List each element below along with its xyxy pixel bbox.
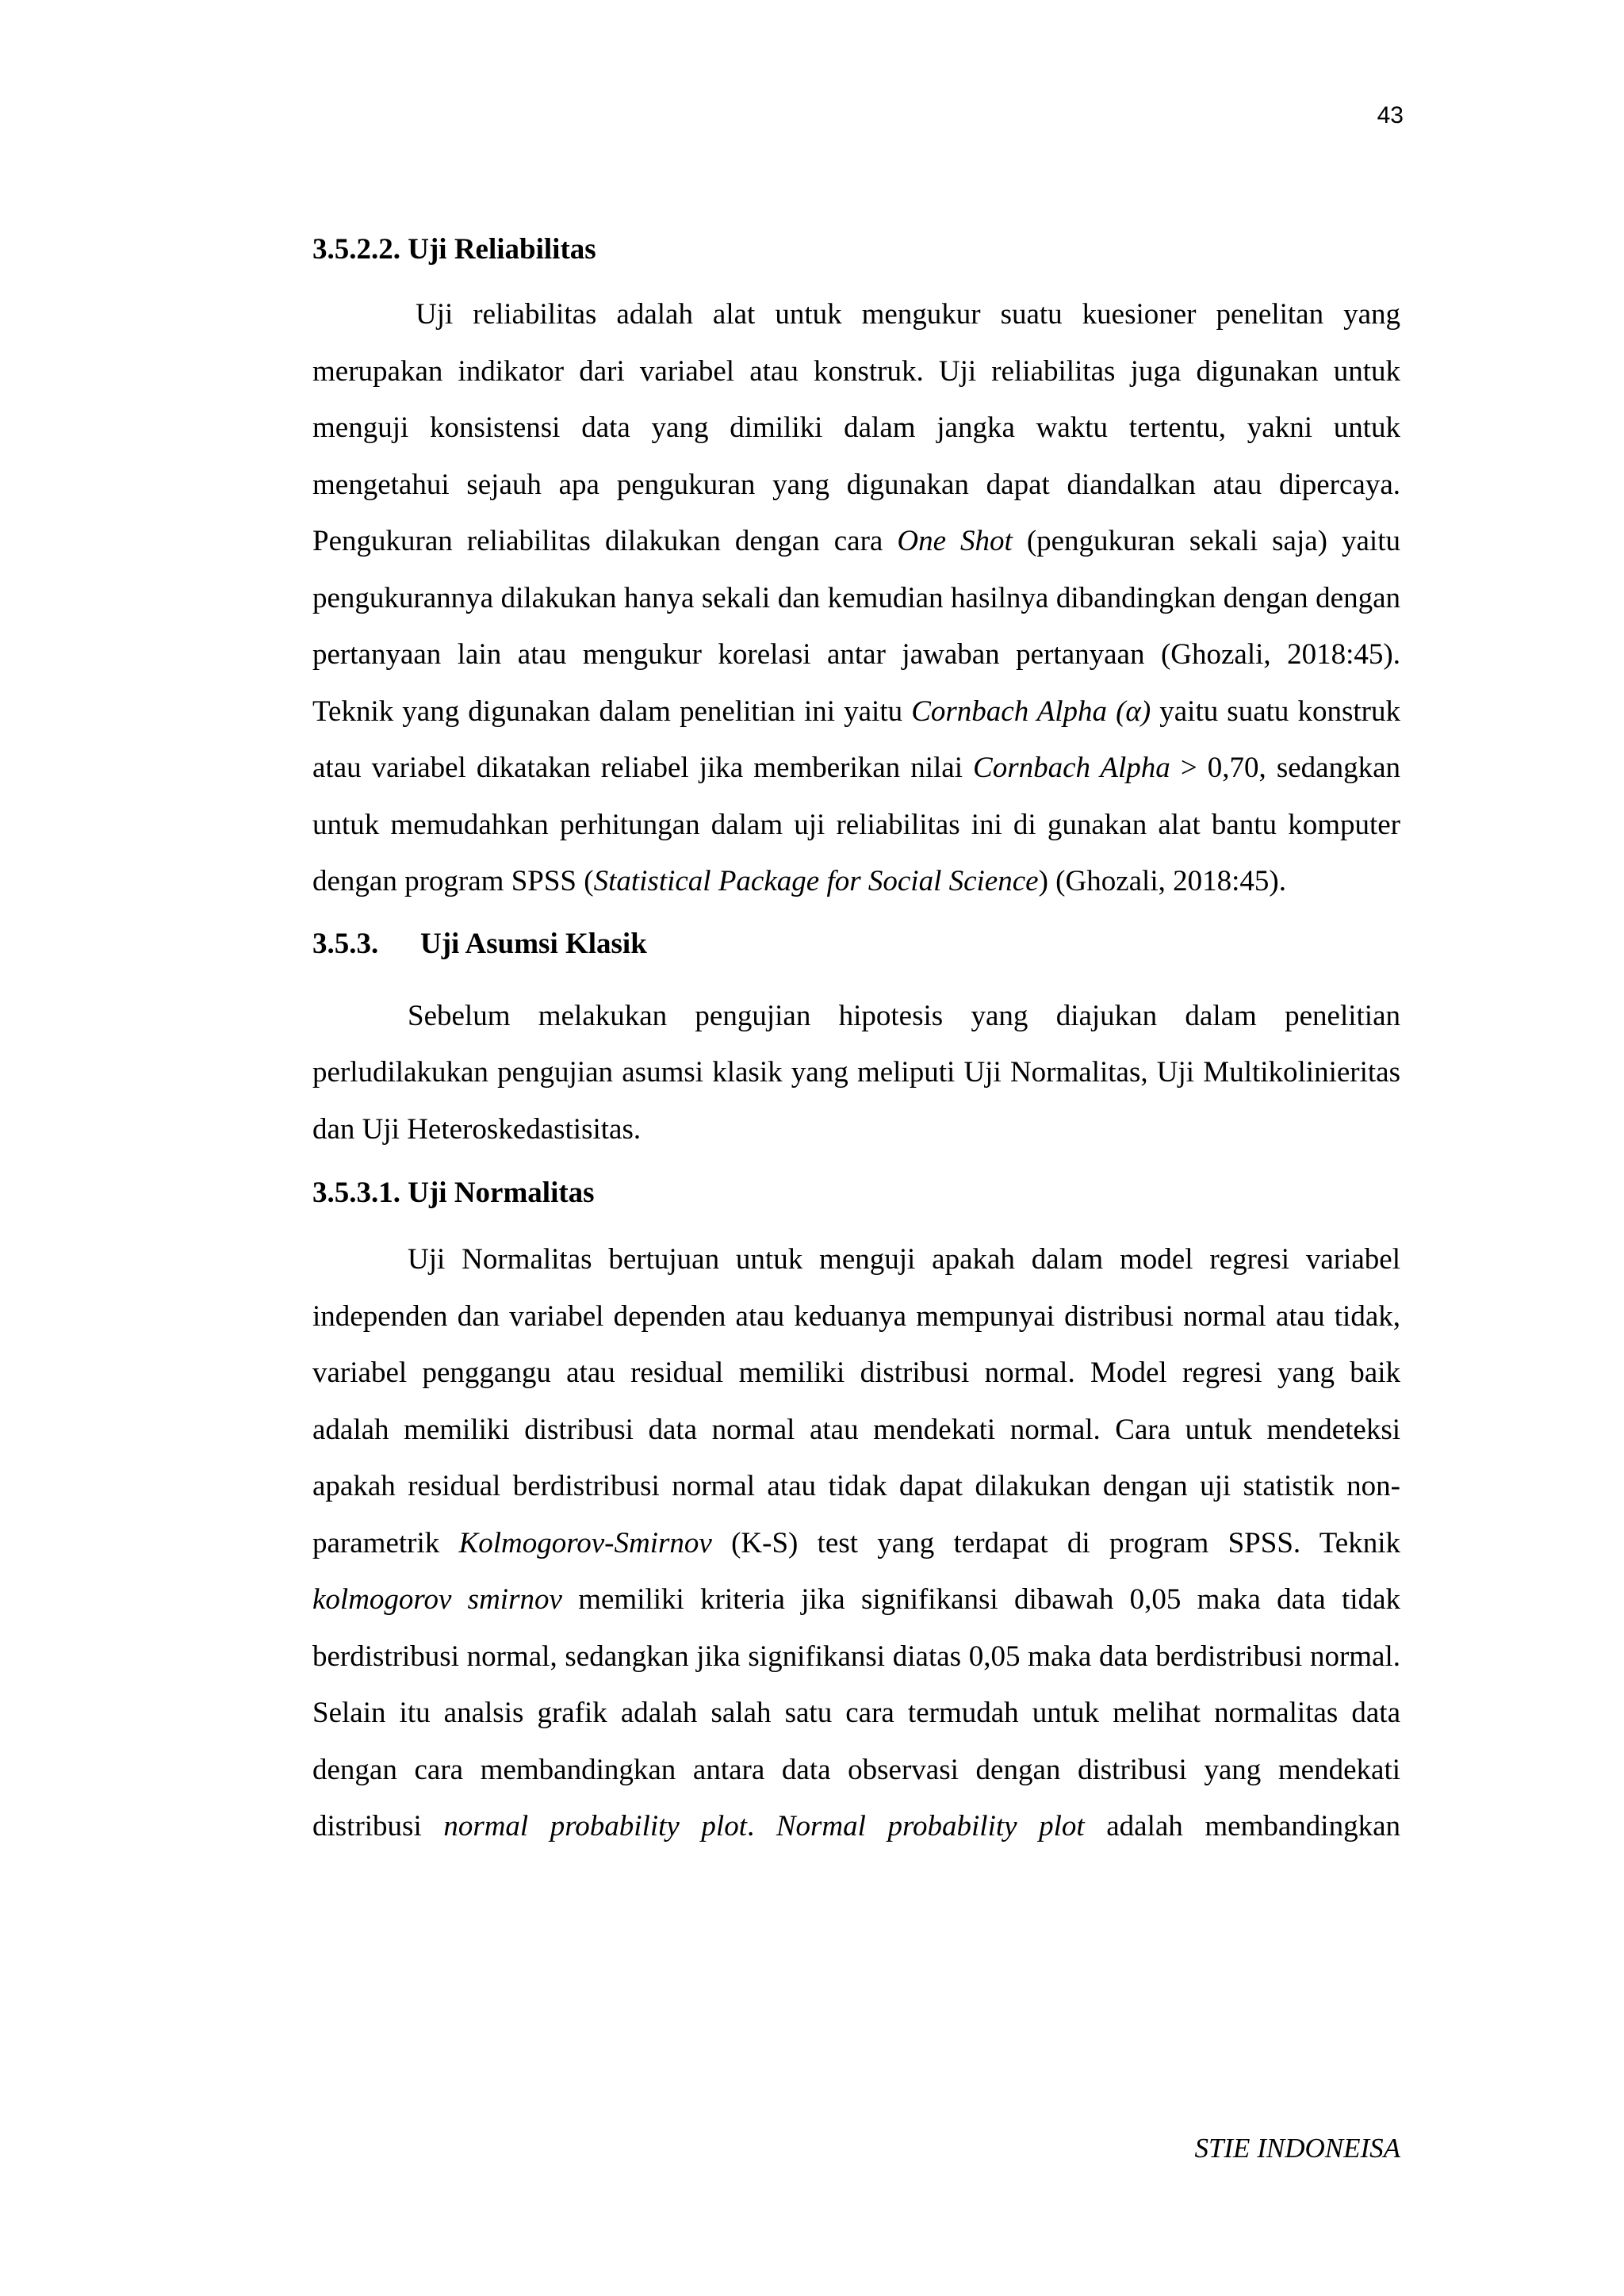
section-number: 3.5.3. bbox=[312, 927, 379, 960]
text-run: ) (Ghozali, 2018:45). bbox=[1038, 865, 1286, 897]
paragraph-uji-reliabilitas bbox=[312, 286, 1400, 910]
paragraph-uji-normalitas bbox=[312, 1231, 1400, 1855]
italic-term: normal probability plot bbox=[443, 1810, 747, 1843]
text-run: memiliki kriteria jika signifikansi dibawah 0,05 maka data tidak berdistribusi normal, sedangkan jika signifikansi diatas 0,05 maka data berdistribusi normal. Selain itu analsis grafik adalah salah satu cara termudah untuk melihat normalitas data dengan cara membandingkan antara data observasi dengan distribusi yang mendekati distribusi bbox=[312, 1583, 1401, 1843]
text-run: adalah membandingkan bbox=[1084, 1810, 1400, 1843]
section-heading-uji-reliabilitas: 3.5.2.2. Uji Reliabilitas bbox=[312, 233, 596, 266]
footer-institution: STIE INDONEISA bbox=[1194, 2133, 1400, 2164]
text-run: Uji Normalitas bertujuan untuk menguji apakah dalam model regresi variabel independen dan variabel dependen atau keduanya mempunyai distribusi normal atau tidak, variabel penggangu atau residual memiliki distribusi normal. Model regresi yang baik adalah memiliki distribusi data normal atau mendekati normal. Cara untuk mendeteksi apakah residual berdistribusi normal atau tidak dapat dilakukan dengan uji statistik non-parametrik bbox=[312, 1243, 1400, 1559]
paragraph-uji-asumsi-klasik: Sebelum melakukan pengujian hipotesis yang diajukan dalam penelitian perludilakukan pengujian asumsi klasik yang meliputi Uji Normalitas, Uji Multikolinieritas dan Uji Heteroskedastisitas. bbox=[312, 999, 1400, 1146]
text-run: (pengukuran sekali saja) yaitu pengukurannya dilakukan hanya sekali dan kemudian hasilnya dibandingkan dengan dengan pertanyaan lain atau mengukur korelasi antar jawaban pertanyaan (Ghozali, 2018:45). Teknik yang digunakan dalam penelitian ini yaitu bbox=[312, 525, 1400, 728]
italic-term: Normal probability plot bbox=[776, 1810, 1085, 1843]
section-title: Uji Asumsi Klasik bbox=[420, 927, 647, 960]
italic-term: Cornbach Alpha bbox=[973, 752, 1170, 784]
italic-term: kolmogorov smirnov bbox=[312, 1583, 562, 1616]
section-heading-uji-normalitas: 3.5.3.1. Uji Normalitas bbox=[312, 1177, 595, 1209]
section-heading-uji-asumsi-klasik bbox=[312, 924, 1400, 964]
text-run: (K-S) test yang terdapat di program SPSS. Teknik bbox=[711, 1526, 1400, 1559]
text-run: yaitu suatu konstruk atau variabel dikatakan reliabel jika memberikan nilai bbox=[312, 695, 1400, 784]
italic-term: Cornbach Alpha (α) bbox=[911, 695, 1151, 728]
text-run: . bbox=[747, 1810, 776, 1843]
italic-term: Statistical Package for Social Science bbox=[593, 865, 1039, 897]
italic-term: One Shot bbox=[897, 525, 1013, 557]
page-body bbox=[312, 230, 1400, 1855]
italic-term: Kolmogorov-Smirnov bbox=[458, 1526, 712, 1559]
page-number: 43 bbox=[1377, 102, 1404, 128]
text-run: Uji reliabilitas adalah alat untuk mengukur suatu kuesioner penelitan yang merupakan indikator dari variabel atau konstruk. Uji reliabilitas juga digunakan untuk menguji konsistensi data yang dimiliki dalam jangka waktu tertentu, yakni untuk mengetahui sejauh apa pengukuran yang digunakan dapat diandalkan atau dipercaya. Pengukuran reliabilitas dilakukan dengan cara bbox=[312, 298, 1400, 557]
text-run: > 0,70, sedangkan untuk memudahkan perhitungan dalam uji reliabilitas ini di gunakan alat bantu komputer dengan program SPSS ( bbox=[312, 752, 1400, 897]
